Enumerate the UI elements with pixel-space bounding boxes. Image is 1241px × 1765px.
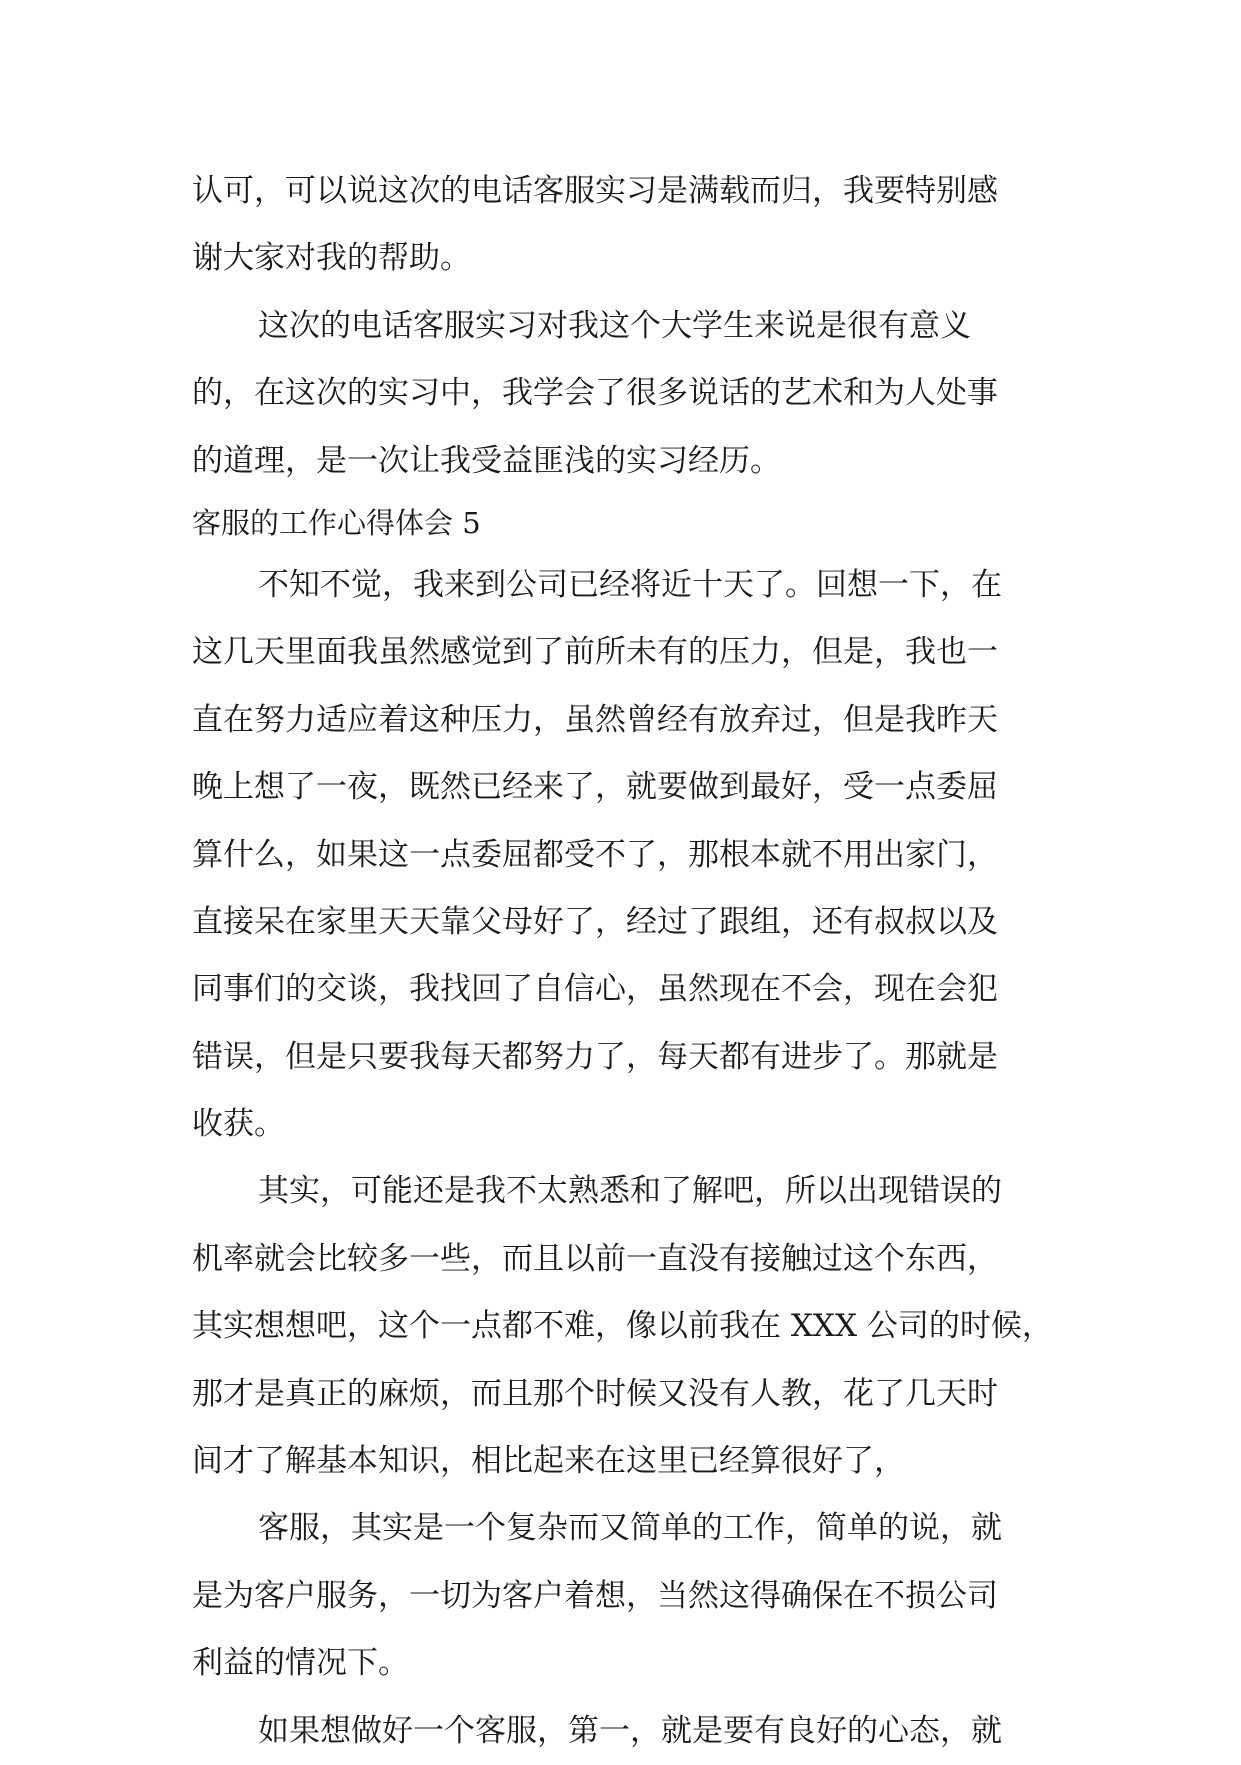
text-line: 其实，可能还是我不太熟悉和了解吧，所以出现错误的 <box>258 1173 1002 1210</box>
text-line: 的，在这次的实习中，我学会了很多说话的艺术和为人处事 <box>192 375 998 412</box>
paragraph-6 <box>192 1698 1057 1765</box>
text-line: 客服，其实是一个复杂而又简单的工作，简单的说，就 <box>258 1510 1002 1547</box>
text-line: 机率就会比较多一些，而且以前一直没有接触过这个东西， <box>192 1240 998 1277</box>
text-line: 如果想做好一个客服，第一，就是要有良好的心态，就 <box>258 1712 1002 1749</box>
paragraph-5 <box>192 1495 1057 1697</box>
text-line: 直在努力适应着这种压力，虽然曾经有放弃过，但是我昨天 <box>192 701 998 738</box>
text-line: 这次的电话客服实习对我这个大学生来说是很有意义 <box>258 307 971 344</box>
text-line: 的道理，是一次让我受益匪浅的实习经历。 <box>192 442 781 479</box>
section-heading <box>192 495 1057 552</box>
text-line: 利益的情况下。 <box>192 1645 409 1682</box>
text-line: 不知不觉，我来到公司已经将近十天了。回想一下，在 <box>258 566 1002 603</box>
text-line: 同事们的交谈，我找回了自信心，虽然现在不会，现在会犯 <box>192 971 998 1008</box>
text-line: 谢大家对我的帮助。 <box>192 240 471 277</box>
text-line: 算什么，如果这一点委屈都受不了，那根本就不用出家门， <box>192 836 998 873</box>
text-line: 间才了解基本知识，相比起来在这里已经算很好了， <box>192 1443 905 1480</box>
text-line: 是为客户服务，一切为客户着想，当然这得确保在不损公司 <box>192 1577 998 1614</box>
paragraph-3 <box>192 552 1057 1159</box>
text-line: 这几天里面我虽然感觉到了前所未有的压力，但是，我也一 <box>192 634 998 671</box>
text-line: 那才是真正的麻烦，而且那个时候又没有人教，花了几天时 <box>192 1375 998 1412</box>
paragraph-4 <box>192 1158 1057 1495</box>
text-line: 其实想想吧，这个一点都不难，像以前我在 XXX 公司的时候， <box>192 1308 1053 1345</box>
text-line: 错误，但是只要我每天都努力了，每天都有进步了。那就是 <box>192 1038 998 1075</box>
document-body <box>192 158 1057 1765</box>
text-line: 直接呆在家里天天靠父母好了，经过了跟组，还有叔叔以及 <box>192 903 998 940</box>
paragraph-2 <box>192 293 1057 495</box>
heading-text: 客服的工作心得体会 5 <box>192 505 481 540</box>
text-line: 收获。 <box>192 1106 285 1143</box>
text-line: 认可，可以说这次的电话客服实习是满载而归，我要特别感 <box>192 173 998 209</box>
paragraph-1 <box>192 158 1057 293</box>
text-line: 晚上想了一夜，既然已经来了，就要做到最好，受一点委屈 <box>192 769 998 806</box>
